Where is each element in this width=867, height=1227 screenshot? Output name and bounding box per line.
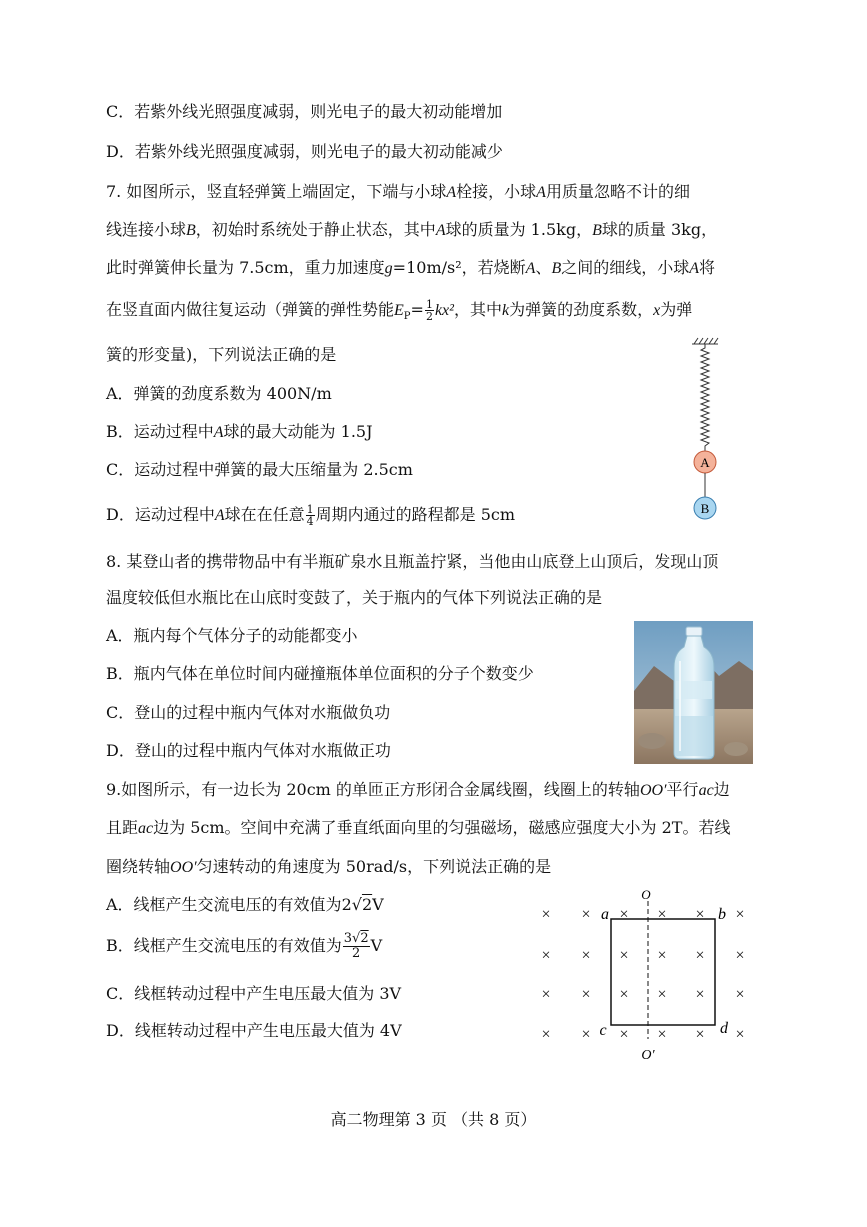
q8-option-b: B．瓶内气体在单位时间内碰撞瓶体单位面积的分子个数变少 (106, 664, 534, 683)
q9-option-c: C．线框转动过程中产生电压最大值为 3V (106, 984, 402, 1003)
ball-b-label: B (700, 501, 710, 516)
q7-option-a: A．弹簧的劲度系数为 400N/m (106, 384, 332, 403)
svg-text:×: × (619, 1026, 629, 1043)
q7-quarter-fraction: $\frac{1}{4}$ (306, 503, 314, 528)
label-corner-d: d (720, 1020, 728, 1037)
svg-text:×: × (581, 986, 591, 1003)
q7-stem-line-1: 7. 如图所示，竖直轻弹簧上端固定，下端与小球A栓接，小球A用质量忽略不计的细 (106, 182, 690, 201)
q7-option-c: C．运动过程中弹簧的最大压缩量为 2.5cm (106, 460, 413, 479)
svg-text:×: × (695, 906, 705, 923)
svg-text:×: × (541, 947, 551, 964)
q9-stem-line-2: 且距ac边为 5cm。空间中充满了垂直纸面向里的匀强磁场，磁感应强度大小为 2T。若线 (106, 818, 731, 837)
q6-option-d: D．若紫外线光照强度减弱，则光电子的最大初动能减少 (106, 142, 503, 161)
svg-text:×: × (735, 906, 745, 923)
label-o-bottom: O′ (641, 1048, 655, 1063)
q7-half-fraction: $\frac{1}{2}$ (425, 298, 433, 323)
svg-text:×: × (657, 1026, 667, 1043)
svg-text:×: × (657, 947, 667, 964)
svg-text:×: × (695, 986, 705, 1003)
q7-option-b: B．运动过程中A球的最大动能为 1.5J (106, 422, 373, 441)
svg-text:×: × (581, 947, 591, 964)
svg-text:×: × (619, 947, 629, 964)
q9-sqrt-fraction: $\frac{3√2}{2}$ (343, 931, 369, 961)
svg-text:×: × (735, 986, 745, 1003)
q8-stem-line-1: 8. 某登山者的携带物品中有半瓶矿泉水且瓶盖拧紧，当他由山底登上山顶后，发现山顶 (106, 552, 719, 571)
q9-option-d: D．线框转动过程中产生电压最大值为 4V (106, 1021, 402, 1040)
label-corner-a: a (601, 906, 609, 923)
ceiling-hatch (692, 338, 718, 344)
magnetic-coil-diagram (528, 887, 758, 1067)
q6-option-c: C．若紫外线光照强度减弱，则光电子的最大初动能增加 (106, 102, 503, 121)
svg-text:×: × (619, 986, 629, 1003)
q9-stem-line-3: 圈绕转轴OO′匀速转动的角速度为 50rad/s，下列说法正确的是 (106, 857, 552, 876)
label-corner-c: c (599, 1022, 607, 1039)
svg-text:×: × (657, 906, 667, 923)
square-coil (611, 919, 715, 1025)
svg-text:×: × (695, 947, 705, 964)
svg-text:×: × (541, 1026, 551, 1043)
q9-option-a: A．线框产生交流电压的有效值为2√2V (106, 895, 384, 914)
q8-option-d: D．登山的过程中瓶内气体对水瓶做正功 (106, 741, 391, 760)
q7-option-d: D．运动过程中A球在在任意 $\frac{1}{4}$ 周期内通过的路程都是 5cm (106, 503, 516, 528)
water-bottle-photo (634, 621, 753, 764)
svg-text:×: × (735, 947, 745, 964)
spring-icon (701, 344, 709, 452)
page-footer: 高二物理第 3 页 （共 8 页） (330, 1110, 537, 1129)
q7-stem-line-4: 在竖直面内做往复运动（弹簧的弹性势能$E_P=$ $\frac{1}{2}$ kx²，其中k为弹簧的劲度系数，x为弹 (106, 298, 693, 323)
label-corner-b: b (718, 906, 726, 923)
field-crosses (541, 906, 744, 1043)
svg-text:×: × (657, 986, 667, 1003)
spring-ball-diagram (680, 336, 740, 526)
q9-stem-line-1: 9.如图所示，有一边长为 20cm 的单匝正方形闭合金属线圈，线圈上的转轴OO′平行ac边 (106, 780, 730, 799)
q8-option-a: A．瓶内每个气体分子的动能都变小 (106, 626, 358, 645)
q7-stem-line-5: 簧的形变量)，下列说法正确的是 (106, 345, 337, 364)
bottle-cap (686, 627, 702, 636)
svg-text:×: × (581, 1026, 591, 1043)
svg-text:×: × (541, 906, 551, 923)
ball-a-label: A (700, 455, 710, 470)
svg-text:×: × (619, 906, 629, 923)
q8-stem-line-2: 温度较低但水瓶比在山底时变鼓了，关于瓶内的气体下列说法正确的是 (106, 588, 603, 607)
svg-text:×: × (581, 906, 591, 923)
svg-text:×: × (695, 1026, 705, 1043)
label-o-top: O (641, 887, 651, 902)
q7-stem-line-3: 此时弹簧伸长量为 7.5cm，重力加速度g=10m/s²，若烧断A、B之间的细线，小球A将 (106, 258, 716, 277)
svg-text:×: × (541, 986, 551, 1003)
q9-option-b: B．线框产生交流电压的有效值为 $\frac{3√2}{2}$ V (106, 931, 383, 961)
q7-stem-line-2: 线连接小球B，初始时系统处于静止状态，其中A球的质量为 1.5kg，B球的质量 3kg， (106, 220, 718, 239)
q8-option-c: C．登山的过程中瓶内气体对水瓶做负功 (106, 703, 391, 722)
svg-text:×: × (735, 1026, 745, 1043)
